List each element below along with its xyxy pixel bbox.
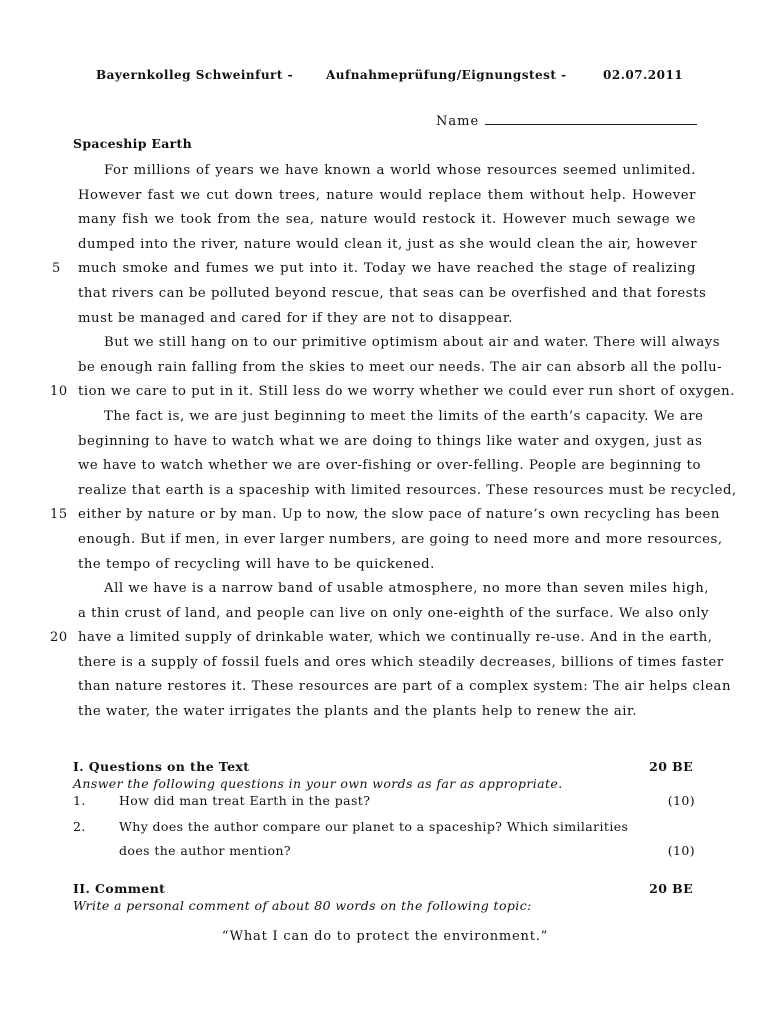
text-line [50, 503, 720, 528]
name-field[interactable] [436, 112, 697, 129]
text-line-content: enough. But if men, in ever larger numbers, are going to need more and more resources, [78, 531, 723, 547]
line-number: 10 [50, 384, 68, 400]
text-line [78, 233, 696, 258]
question-1-score: (10) [667, 793, 695, 808]
text-line [78, 577, 709, 602]
line-number: 20 [50, 630, 68, 646]
text-line [78, 700, 696, 725]
question-1-text: How did man treat Earth in the past? [119, 793, 371, 808]
text-line-content: However fast we cut down trees, nature would replace them without help. However [78, 187, 696, 203]
text-line-content: All we have is a narrow band of usable atmosphere, no more than seven miles high, [104, 581, 709, 597]
text-line [78, 282, 707, 307]
text-line [78, 553, 696, 578]
text-line [78, 356, 723, 381]
text-line [78, 602, 709, 627]
question-2-text-line2: does the author mention? [119, 843, 292, 858]
text-line [78, 307, 696, 332]
text-line-content: many fish we took from the sea, nature would restock it. However much sewage we [78, 212, 696, 228]
exam-title: Aufnahmeprüfung/Eignungstest - [326, 68, 567, 82]
text-line-content: have a limited supply of drinkable water, which we continually re-use. And in the earth, [78, 630, 713, 646]
name-label: Name [436, 114, 480, 129]
text-line [78, 430, 703, 455]
text-line [50, 626, 713, 651]
page-header [0, 68, 770, 88]
question-2-continued [73, 839, 695, 863]
text-line-content: For millions of years we have known a world whose resources seemed unlimited. [104, 163, 696, 178]
text-line-content: the tempo of recycling will have to be quickened. [78, 556, 435, 572]
text-line-content: a thin crust of land, and people can live on only one-eighth of the surface. We also only [78, 605, 709, 621]
text-line-content: there is a supply of fossil fuels and ores which steadily decreases, billions of times faster [78, 654, 724, 670]
text-line-content: But we still hang on to our primitive optimism about air and water. There will always [104, 335, 721, 351]
text-line [52, 257, 696, 282]
questions-heading-row [73, 758, 695, 775]
text-line-content: the water, the water irrigates the plants and the plants help to renew the air. [78, 704, 638, 720]
text-line-content: much smoke and fumes we put into it. Today we have reached the stage of realizing [78, 261, 696, 277]
text-line [78, 405, 704, 430]
reading-text [50, 159, 737, 725]
text-line-content: be enough rain falling from the skies to meet our needs. The air can absorb all the pollu- [78, 359, 723, 375]
text-line [78, 184, 696, 209]
text-line-content: either by nature or by man. Up to now, the slow pace of nature’s own recycling has been [78, 507, 720, 523]
text-line [78, 159, 696, 184]
text-line-content: we have to watch whether we are over-fishing or over-felling. People are beginning to [78, 458, 701, 474]
question-1 [73, 792, 695, 815]
text-line [78, 651, 724, 676]
questions-points: 20 BE [649, 759, 693, 774]
text-line-content: must be managed and cared for if they are not to disappear. [78, 310, 513, 326]
line-number: 5 [52, 261, 61, 277]
questions-instruction: Answer the following questions in your own words as far as appropriate. [73, 776, 563, 791]
comment-section [73, 880, 695, 914]
text-line-content: dumped into the river, nature would clean it, just as she would clean the air, however [78, 236, 698, 252]
question-2-text: Why does the author compare our planet to a spaceship? Which similarities [119, 819, 629, 834]
text-line-content: beginning to have to watch what we are doing to things like water and oxygen, just as [78, 433, 703, 449]
text-line-content: tion we care to put in it. Still less do we worry whether we could ever run short of oxygen. [78, 384, 735, 400]
school-name: Bayernkolleg Schweinfurt - [96, 68, 294, 82]
comment-topic: “What I can do to protect the environment.” [221, 929, 549, 944]
text-line [50, 380, 735, 405]
text-line [78, 331, 721, 356]
text-line [78, 454, 701, 479]
questions-section [73, 758, 695, 863]
text-line-content: than nature restores it. These resources are part of a complex system: The air helps clean [78, 679, 732, 695]
line-number: 15 [50, 507, 68, 523]
text-line [78, 675, 732, 700]
text-line-content: that rivers can be polluted beyond rescue, that seas can be overfished and that forests [78, 285, 707, 301]
questions-heading: I. Questions on the Text [73, 759, 250, 774]
exam-date: 02.07.2011 [603, 68, 684, 82]
text-line [78, 479, 737, 504]
text-line-content: realize that earth is a spaceship with limited resources. These resources must be recycled, [78, 482, 737, 498]
question-2-number: 2. [73, 819, 86, 834]
question-2-score: (10) [667, 843, 695, 858]
question-2 [73, 815, 695, 839]
text-line-content: The fact is, we are just beginning to meet the limits of the earth’s capacity. We are [104, 408, 704, 424]
name-blank-line[interactable] [485, 112, 697, 125]
comment-heading: II. Comment [73, 881, 166, 896]
text-title: Spaceship Earth [73, 136, 192, 151]
text-line [78, 528, 723, 553]
comment-points: 20 BE [649, 881, 693, 896]
comment-heading-row [73, 880, 695, 897]
text-line [78, 208, 696, 233]
question-1-number: 1. [73, 793, 86, 808]
comment-instruction: Write a personal comment of about 80 words on the following topic: [73, 898, 532, 913]
